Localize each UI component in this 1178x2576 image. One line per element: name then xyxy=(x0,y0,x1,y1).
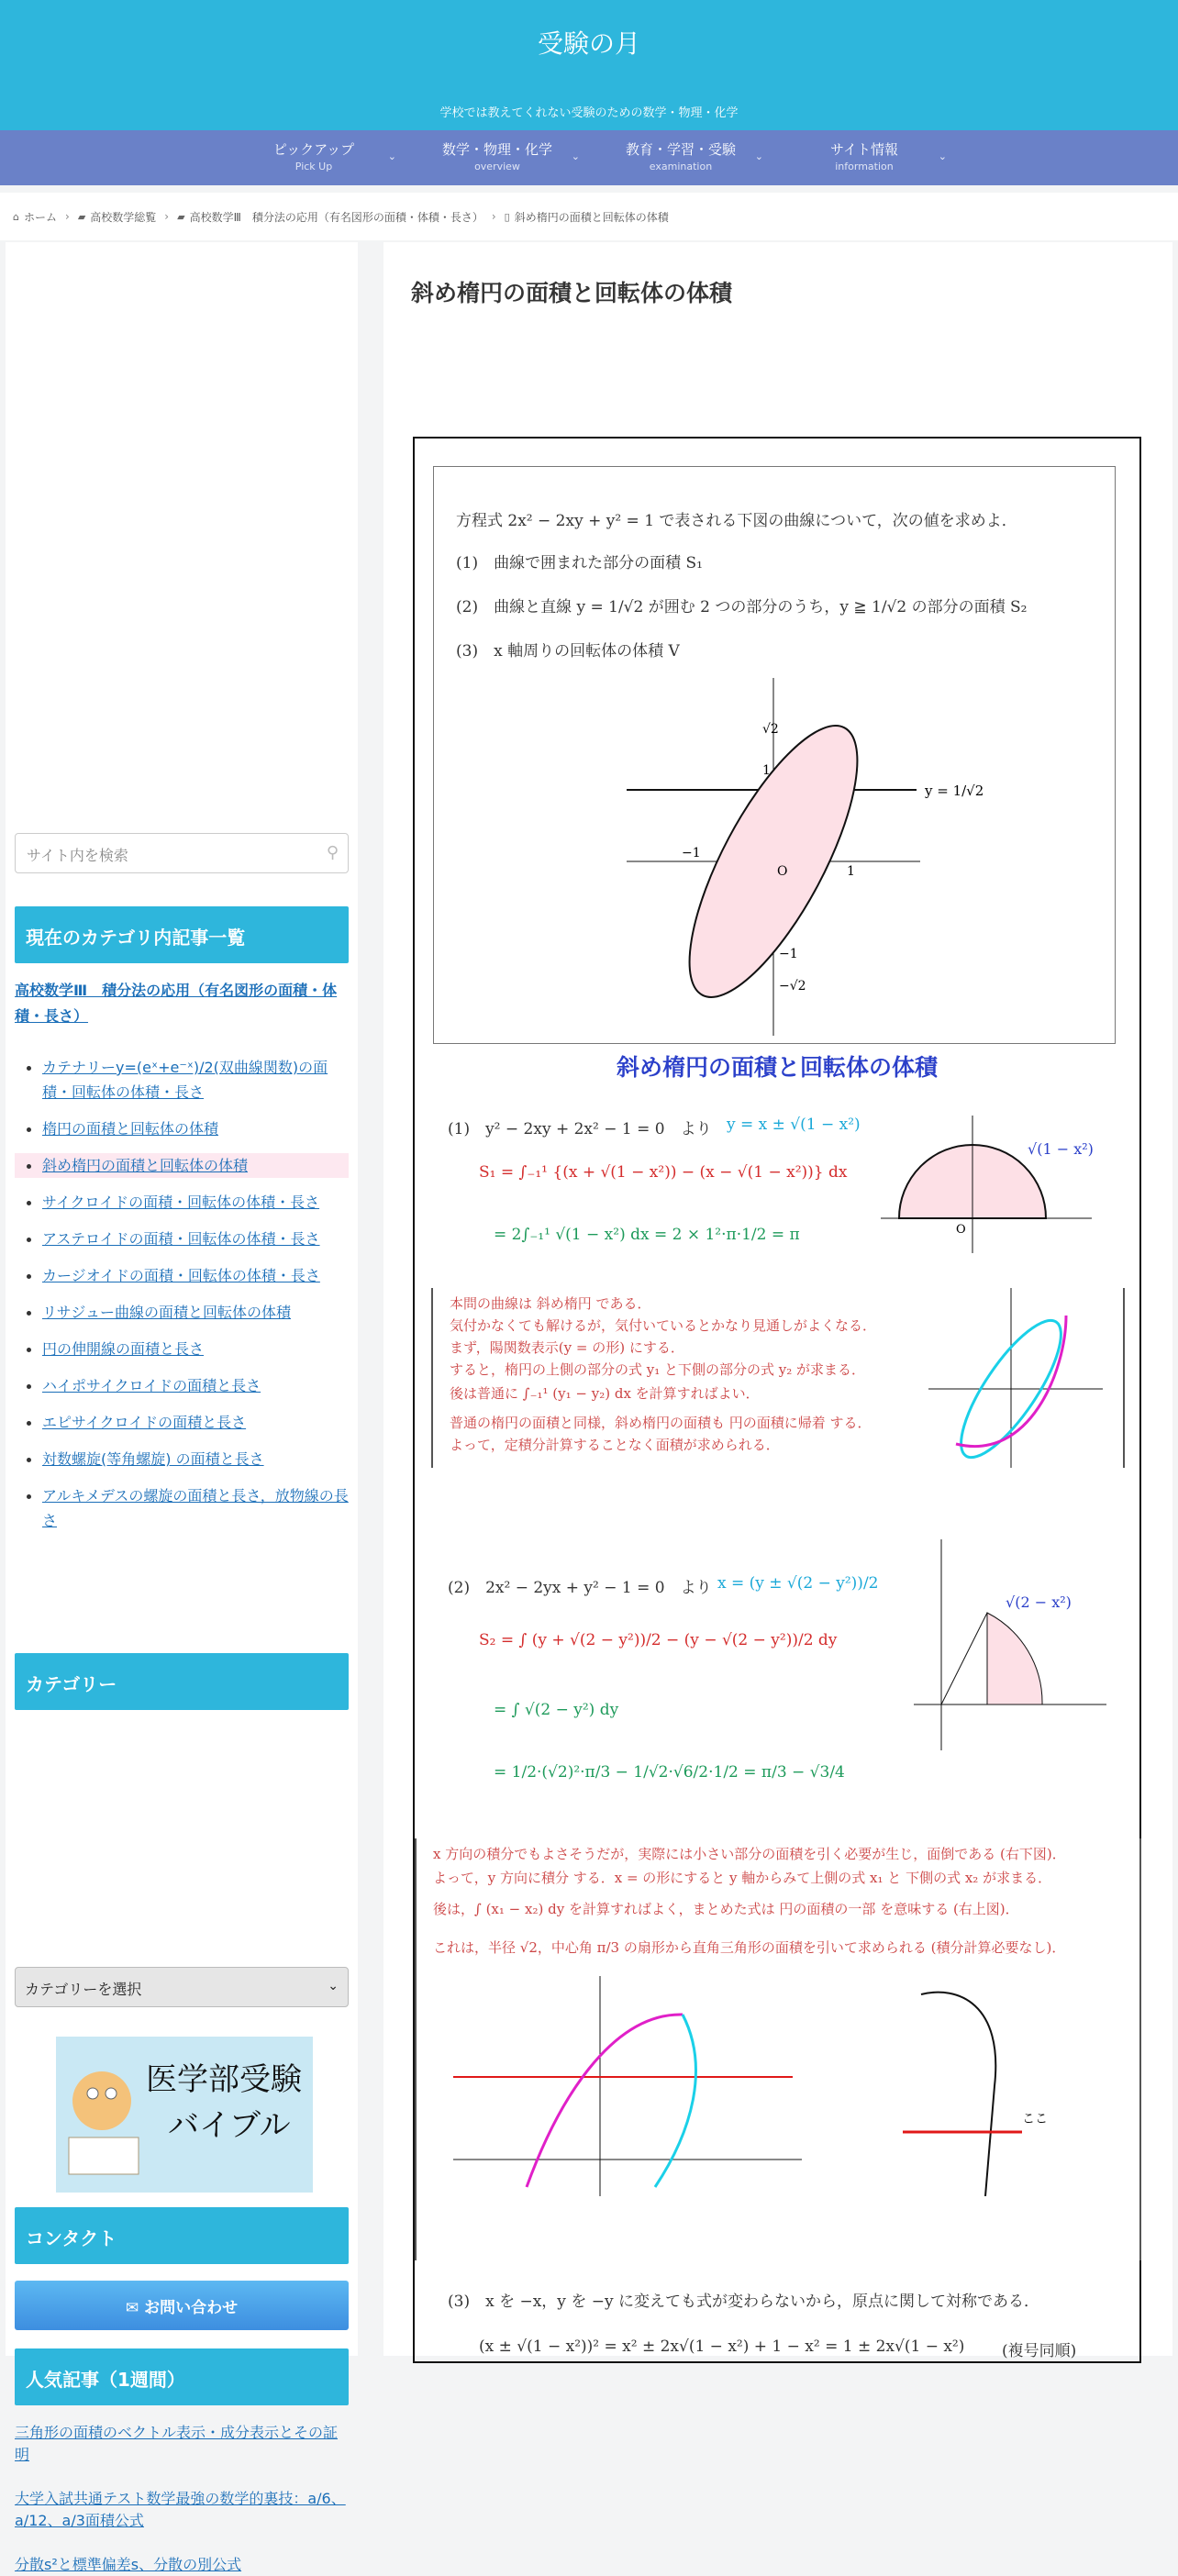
medical-exam-banner[interactable] xyxy=(56,2037,313,2193)
problem-intro: 方程式 2x² − 2xy + y² = 1 で表される下図の曲線について，次の値を求めよ． xyxy=(456,512,1017,530)
section-heading: 斜め楕円の面積と回転体の体積 xyxy=(616,1054,938,1081)
search-input[interactable] xyxy=(15,833,349,873)
folder-icon: ▰ xyxy=(77,210,86,223)
tick-label: −1 xyxy=(682,846,701,861)
global-nav xyxy=(0,130,1178,185)
note-box-2 xyxy=(415,1838,1141,2260)
tick-label: 1 xyxy=(847,864,855,879)
breadcrumb xyxy=(0,193,1178,240)
note-line: 後は，∫ (x₁ − x₂) dy を計算すればよく，まとめた式は 円の面積の一部 を意味する (右上図)． xyxy=(433,1901,1019,1917)
mail-icon: ✉ xyxy=(125,2299,145,2317)
nav-overview[interactable] xyxy=(406,130,589,185)
sector-figure xyxy=(895,1539,1116,1750)
tick-label: √2 xyxy=(762,722,779,737)
site-title[interactable]: 受験の月 xyxy=(537,28,640,59)
note-line: 本問の曲線は 斜め楕円 である． xyxy=(450,1295,651,1312)
problem-q1: (1) 曲線で囲まれた部分の面積 S₁ xyxy=(456,554,703,572)
note-line: よって，定積分計算することなく面積が求められる． xyxy=(450,1437,780,1453)
origin-label: O xyxy=(956,1223,966,1237)
radius xyxy=(941,1613,987,1704)
detail-figure xyxy=(884,1976,1114,2196)
s3-statement: (3) x を −x，y を −y に変えても式が変わらないから，原点に関して対称である． xyxy=(448,2293,1039,2311)
s2-equation: (2) 2x² − 2yx + y² − 1 = 0 より xyxy=(448,1579,712,1597)
s1-result: = 2∫₋₁¹ √(1 − x²) dx = 2 × 1²·π·1/2 = π xyxy=(494,1226,800,1244)
list-item[interactable]: ハイポサイクロイドの面積と長さ xyxy=(15,1373,349,1398)
site-tagline: 学校では教えてくれない受験のための数学・物理・化学 xyxy=(439,106,739,120)
note-line: 後は普通に ∫₋₁¹ (y₁ − y₂) dx を計算すればよい． xyxy=(450,1385,760,1402)
list-item[interactable]: カージオイドの面積・回転体の体積・長さ xyxy=(15,1263,349,1288)
nav-label: サイト情報 xyxy=(830,141,898,158)
nav-label: 教育・学習・受験 xyxy=(625,141,736,158)
nav-label: 数学・物理・化学 xyxy=(441,141,552,158)
chevron-down-icon: ⌄ xyxy=(938,150,947,162)
widget-heading-popular: 人気記事（1週間） xyxy=(15,2348,349,2405)
search-icon[interactable]: ⚲ xyxy=(326,843,339,862)
mascot-illustration xyxy=(56,2037,148,2193)
chevron-down-icon: ⌄ xyxy=(754,150,763,162)
chevron-right-icon: › xyxy=(491,210,496,223)
curve-label: √(2 − x²) xyxy=(1006,1593,1072,1611)
chevron-right-icon: › xyxy=(164,210,170,223)
chevron-down-icon: ⌄ xyxy=(328,1979,339,1993)
breadcrumb-current: 斜め楕円の面積と回転体の体積 xyxy=(514,210,669,224)
popular-link[interactable]: 分散s²と標準偏差s、分散の別公式 xyxy=(15,2556,242,2573)
nav-sublabel: Pick Up xyxy=(294,161,333,172)
colored-ellipse-figure xyxy=(928,1288,1112,1468)
category-link[interactable]: 高校数学Ⅲ 積分法の応用（有名図形の面積・体積・長さ） xyxy=(15,982,338,1025)
nav-label: ピックアップ xyxy=(272,141,355,158)
article xyxy=(383,242,1172,2360)
contact-button-label: お問い合わせ xyxy=(144,2299,239,2317)
breadcrumb-cat1[interactable]: 高校数学総覧 xyxy=(90,210,157,224)
curve-label: √(1 − x²) xyxy=(1028,1140,1094,1158)
list-item[interactable]: サイクロイドの面積・回転体の体積・長さ xyxy=(15,1190,349,1215)
ellipse-figure xyxy=(608,678,1030,1036)
tick-label: −1 xyxy=(779,947,798,961)
curve-x2 xyxy=(527,2015,683,2187)
s2-solution: x = (y ± √(2 − y²))/2 xyxy=(717,1574,879,1593)
line-label: y = 1/√2 xyxy=(925,783,984,799)
note-box-1 xyxy=(431,1288,1125,1468)
note-line: よって，y 方向に積分 する．x = の形にすると y 軸からみて上側の式 x₁ と 下側の式 x₂ が求まる． xyxy=(433,1870,1052,1886)
widget-heading-category-posts: 現在のカテゴリ内記事一覧 xyxy=(15,906,349,963)
sector xyxy=(987,1613,1042,1704)
chevron-down-icon: ⌄ xyxy=(387,150,396,162)
note-line: すると，楕円の上側の部分の式 y₁ と下側の部分の式 y₂ が求まる． xyxy=(450,1361,866,1378)
banner-line2: バイブル xyxy=(168,2107,291,2144)
file-icon: ▯ xyxy=(504,210,510,223)
list-item-current[interactable]: 斜め楕円の面積と回転体の体積 xyxy=(15,1153,349,1178)
banner-line1: 医学部受験 xyxy=(146,2061,302,2098)
chevron-down-icon: ⌄ xyxy=(571,150,580,162)
category-select[interactable] xyxy=(15,1967,349,2007)
widget-heading-contact: コンタクト xyxy=(15,2207,349,2264)
s3-note: (複号同順) xyxy=(1002,2342,1077,2360)
list-item[interactable]: リサジュー曲線の面積と回転体の体積 xyxy=(15,1300,349,1325)
nav-pickup[interactable] xyxy=(222,130,406,185)
tick-label: 1 xyxy=(762,763,771,778)
sidebar xyxy=(6,242,358,2573)
chevron-right-icon: › xyxy=(65,210,70,223)
s2-result: = 1/2·(√2)²·π/3 − 1/√2·√6/2·1/2 = π/3 − √3/4 xyxy=(494,1763,845,1782)
page-title: 斜め楕円の面積と回転体の体積 xyxy=(411,280,733,306)
list-item[interactable]: アルキメデスの螺旋の面積と長さ，放物線の長さ xyxy=(15,1483,349,1533)
list-item[interactable]: 円の伸開線の面積と長さ xyxy=(15,1337,349,1361)
problem-box xyxy=(433,466,1116,1044)
note-line: 気付かなくても解けるが，気付いているとかなり見通しがよくなる． xyxy=(450,1317,877,1334)
figure-problem-solution xyxy=(413,437,1141,2363)
nav-information[interactable] xyxy=(772,130,956,185)
s1-solution: y = x ± √(1 − x²) xyxy=(727,1116,861,1134)
contact-button[interactable] xyxy=(15,2281,349,2330)
s3-equation: (x ± √(1 − x²))² = x² ± 2x√(1 − x²) + 1 − x² = 1 ± 2x√(1 − x²) xyxy=(479,2337,965,2356)
s2-integral2: = ∫ √(2 − y²) dy xyxy=(494,1701,619,1719)
s2-integral: S₂ = ∫ (y + √(2 − y²))/2 − (y − √(2 − y²))/2 dy xyxy=(479,1631,838,1649)
folder-icon: ▰ xyxy=(177,210,185,223)
breadcrumb-cat2[interactable]: 高校数学Ⅲ 積分法の応用（有名図形の面積・体積・長さ） xyxy=(189,210,483,224)
s1-equation: (1) y² − 2xy + 2x² − 1 = 0 より xyxy=(448,1120,712,1138)
note-line: まず，陽関数表示(y = の形) にする． xyxy=(450,1339,684,1356)
search-placeholder: サイト内を検索 xyxy=(27,847,128,864)
site-header xyxy=(0,0,1178,130)
list-item[interactable]: エピサイクロイドの面積と長さ xyxy=(15,1410,349,1435)
tick-label: −√2 xyxy=(779,979,806,994)
nav-sublabel: overview xyxy=(474,161,520,172)
note-line: 普通の楕円の面積と同様，斜め楕円の面積も 円の面積に帰着 する． xyxy=(450,1415,872,1431)
curve xyxy=(921,1993,995,2196)
problem-q3: (3) x 軸周りの回転体の体積 V xyxy=(456,642,680,661)
nav-sublabel: examination xyxy=(649,161,713,172)
home-icon: ⌂ xyxy=(13,210,19,223)
note-line: x 方向の積分でもよさそうだが，実際には小さい部分の面積を引く必要が生じ，面倒である (右下図)． xyxy=(433,1846,1066,1862)
category-select-value: カテゴリーを選択 xyxy=(25,1981,142,1998)
s1-integral: S₁ = ∫₋₁¹ {(x + √(1 − x²)) − (x − √(1 − x²))} dx xyxy=(479,1163,848,1182)
nav-examination[interactable] xyxy=(589,130,772,185)
origin-label: O xyxy=(777,864,788,879)
list-item[interactable]: 対数螺旋(等角螺旋) の面積と長さ xyxy=(15,1447,349,1471)
semicircle-figure xyxy=(881,1116,1110,1253)
curve-x1 xyxy=(655,2015,695,2187)
category-post-list xyxy=(15,1055,349,1545)
list-item[interactable]: アステロイドの面積・回転体の体積・長さ xyxy=(15,1227,349,1251)
callout-label: ここ xyxy=(1022,2112,1048,2126)
popular-link[interactable]: 大学入試共通テスト数学最強の数学的裏技：a/6、a/12、a/3面積公式 xyxy=(15,2490,346,2529)
breadcrumb-home[interactable]: ホーム xyxy=(23,210,57,224)
problem-q2: (2) 曲線と直線 y = 1/√2 が囲む 2 つの部分のうち，y ≧ 1/√2 の部分の面積 S₂ xyxy=(456,598,1028,616)
nav-sublabel: information xyxy=(835,161,894,172)
note-line: これは，半径 √2，中心角 π/3 の扇形から直角三角形の面積を引いて求められる (積分計算必要なし)． xyxy=(433,1939,1066,1956)
list-item[interactable]: カテナリーy=(eˣ+e⁻ˣ)/2(双曲線関数)の面積・回転体の体積・長さ xyxy=(15,1055,349,1105)
popular-link[interactable]: 三角形の面積のベクトル表示・成分表示とその証明 xyxy=(15,2424,339,2463)
parabola-figure xyxy=(453,1976,820,2196)
list-item[interactable]: 楕円の面積と回転体の体積 xyxy=(15,1116,349,1141)
widget-heading-category: カテゴリー xyxy=(15,1653,349,1710)
